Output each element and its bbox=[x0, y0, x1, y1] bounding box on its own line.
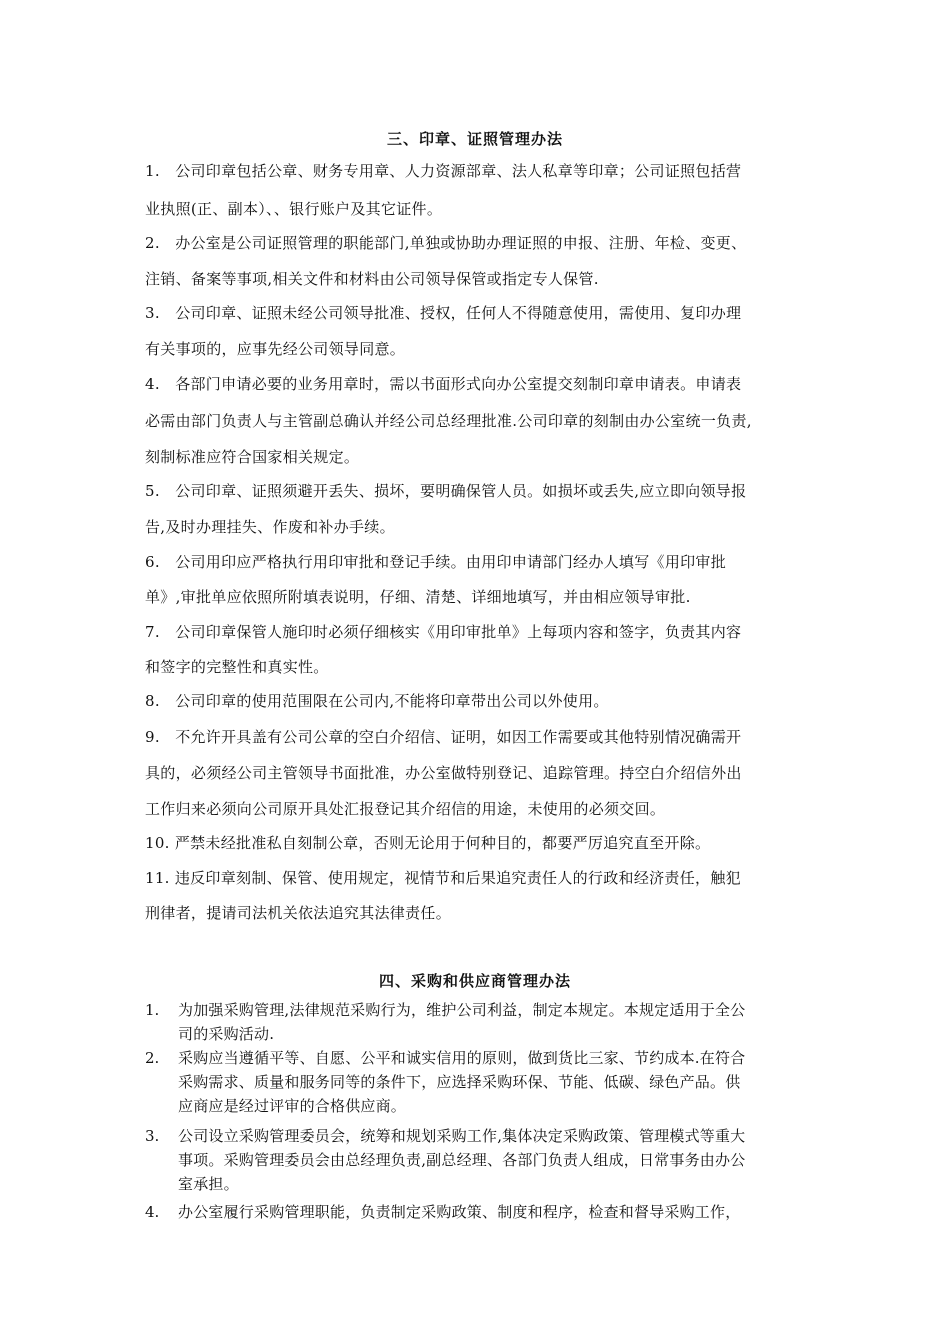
paragraph-line: 6. 公司用印应严格执行用印审批和登记手续。由用印申请部门经办人填写《用印审批 bbox=[145, 553, 727, 571]
section-4-title: 四、采购和供应商管理办法 bbox=[378, 972, 571, 990]
list-item-number: 3. bbox=[145, 1127, 160, 1145]
paragraph-line: 9. 不允许开具盖有公司公章的空白介绍信、证明，如因工作需要或其他特别情况确需开 bbox=[145, 728, 742, 746]
list-item-line: 司的采购活动. bbox=[178, 1025, 275, 1043]
paragraph-line: 单》,审批单应依照所附填表说明，仔细、清楚、详细地填写，并由相应领导审批. bbox=[145, 588, 691, 606]
list-item-number: 4. bbox=[145, 1203, 160, 1221]
paragraph-line: 工作归来必须向公司原开具处汇报登记其介绍信的用途，未使用的必须交回。 bbox=[145, 800, 666, 818]
list-item-text bbox=[178, 1200, 818, 1224]
paragraph-line: 10. 严禁未经批准私自刻制公章，否则无论用于何种目的，都要严厉追究直至开除。 bbox=[145, 834, 711, 852]
paragraph-line: 刻制标准应符合国家相关规定。 bbox=[145, 448, 360, 466]
list-item-line: 采购应当遵循平等、自愿、公平和诚实信用的原则，做到货比三家、节约成本.在符合 bbox=[178, 1049, 746, 1067]
paragraph-line: 8. 公司印章的使用范围限在公司内,不能将印章带出公司以外使用。 bbox=[145, 692, 609, 710]
paragraph-line: 4. 各部门申请必要的业务用章时，需以书面形式向办公室提交刻制印章申请表。申请表 bbox=[145, 375, 742, 393]
paragraph-line: 注销、备案等事项,相关文件和材料由公司领导保管或指定专人保管. bbox=[145, 270, 599, 288]
paragraph-line: 1. 公司印章包括公章、财务专用章、人力资源部章、法人私章等印章；公司证照包括营 bbox=[145, 162, 742, 180]
paragraph-line: 和签字的完整性和真实性。 bbox=[145, 658, 329, 676]
paragraph-line: 3. 公司印章、证照未经公司领导批准、授权，任何人不得随意使用，需使用、复印办理 bbox=[145, 304, 742, 322]
list-item-line: 采购需求、质量和服务同等的条件下，应选择采购环保、节能、低碳、绿色产品。供 bbox=[178, 1073, 741, 1091]
paragraph-line: 2. 办公室是公司证照管理的职能部门,单独或协助办理证照的申报、注册、年检、变更、 bbox=[145, 234, 747, 252]
paragraph-line: 7. 公司印章保管人施印时必须仔细核实《用印审批单》上每项内容和签字，负责其内容 bbox=[145, 623, 742, 641]
paragraph-line: 11. 违反印章刻制、保管、使用规定，视情节和后果追究责任人的行政和经济责任，触犯 bbox=[145, 869, 741, 887]
paragraph-line: 具的，必须经公司主管领导书面批准，办公室做特别登记、追踪管理。持空白介绍信外出 bbox=[145, 764, 742, 782]
list-item-line: 室承担。 bbox=[178, 1175, 239, 1193]
paragraph-line: 5. 公司印章、证照须避开丢失、损坏，要明确保管人员。如损坏或丢失,应立即向领导报 bbox=[145, 482, 747, 500]
list-item-text bbox=[178, 1046, 818, 1118]
list-item-line: 为加强采购管理,法律规范采购行为，维护公司利益，制定本规定。本规定适用于全公 bbox=[178, 1001, 746, 1019]
list-item-text bbox=[178, 998, 818, 1046]
section-3-title: 三、印章、证照管理办法 bbox=[386, 130, 563, 148]
paragraph-line: 业执照(正、副本）、、银行账户及其它证件。 bbox=[145, 200, 443, 218]
list-item-number: 1. bbox=[145, 1001, 160, 1019]
list-item-number: 2. bbox=[145, 1049, 160, 1067]
list-item-line: 公司设立采购管理委员会，统筹和规划采购工作,集体决定采购政策、管理模式等重大 bbox=[178, 1127, 746, 1145]
list-item-line: 办公室履行采购管理职能，负责制定采购政策、制度和程序，检查和督导采购工作， bbox=[178, 1203, 741, 1221]
paragraph-line: 告,及时办理挂失、作废和补办手续。 bbox=[145, 518, 395, 536]
list-item-line: 应商应是经过评审的合格供应商。 bbox=[178, 1097, 407, 1115]
paragraph-line: 必需由部门负责人与主管副总确认并经公司总经理批准.公司印章的刻制由办公室统一负责, bbox=[145, 412, 752, 430]
paragraph-line: 刑律者，提请司法机关依法追究其法律责任。 bbox=[145, 904, 452, 922]
paragraph-line: 有关事项的，应事先经公司领导同意。 bbox=[145, 340, 406, 358]
list-item-text bbox=[178, 1124, 818, 1196]
list-item-line: 事项。采购管理委员会由总经理负责,副总经理、各部门负责人组成，日常事务由办公 bbox=[178, 1151, 746, 1169]
